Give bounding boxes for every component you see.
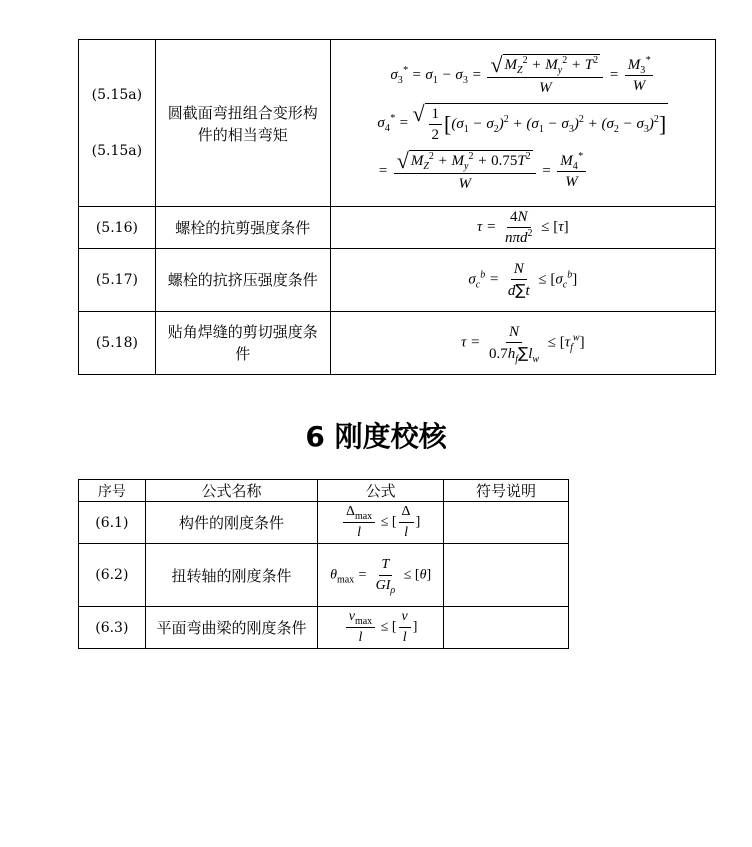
formula-id: (5.15a) [91,87,143,103]
formula-name-cell [155,40,330,207]
formula-sigma3: $\sigma_3^* = \sigma_1 - \sigma_3$ = √ $M_Z^2 + M_y^2 + T^2$ W = $\frac{M_3^*}{W}$ [390,54,655,97]
formula-name: 贴角焊缝的剪切强度条 [167,323,318,341]
coefficient: 0.75 [491,152,518,169]
formula-name: 件 [235,345,251,363]
formula-name: 构件的刚度条件 [145,502,318,544]
strength-formula-table [78,39,716,375]
formula-name-cell [155,312,330,375]
formula-name: 螺栓的抗剪强度条件 [155,207,330,249]
column-header: 序号 [79,480,146,502]
table-row [79,312,716,375]
formula-member-stiffness: $\frac{\Delta_{max}}{l}$ ≤ [ $\frac{\Delta}{l}$ ] [341,503,420,542]
formula-id: (5.16) [79,207,156,249]
formula-cell [330,249,715,312]
formula-id: (5.15a) [91,143,143,159]
formula-fillet-weld: τ = $\frac{N}{0.7h_f\sum l_w}$ ≤ $[\tau_f^w]$ [461,324,585,365]
fraction-numerator: 1 [429,105,443,125]
formula-cell [330,312,715,375]
formula-id: (6.3) [79,607,146,649]
table-row [79,544,569,607]
coefficient: 0.7 [489,346,508,362]
subscript-max: max [336,574,355,586]
table-row [79,40,716,207]
formula-bolt-bearing: $\sigma_c^b$ = $\frac{N}{d\sum t}$ ≤ $[\sigma_c^b]$ [468,261,578,299]
table-row [79,502,569,544]
section-heading: 6 刚度校核 [305,420,447,453]
stiffness-formula-table [78,479,569,649]
column-header: 公式 [318,480,444,502]
subscript-max: max [354,615,373,627]
fraction-denominator: 2 [431,126,440,143]
formula-name: 件的相当弯矩 [197,126,288,144]
symbol-description-cell [443,544,568,607]
formula-sigma4-cont: = √ $M_Z^2 + M_y^2 + 0.75T^2$ W = $\frac{M_4^*}{W}$ [378,150,588,193]
formula-id: (6.2) [79,544,146,607]
symbol-description-cell [443,502,568,544]
column-header: 符号说明 [443,480,568,502]
column-header: 公式名称 [145,480,318,502]
formula-cell [330,207,715,249]
formula-id: (5.18) [79,312,156,375]
subscript-max: max [354,510,373,522]
formula-cell [330,40,715,207]
table-header-row [79,480,569,502]
formula-id-cell [79,40,156,207]
formula-cell [318,544,444,607]
table-row [79,207,716,249]
formula-name: 螺栓的抗挤压强度条件 [155,249,330,312]
table-row [79,249,716,312]
table-row [79,607,569,649]
formula-sigma4: $\sigma_4^*$ = √ $\frac{1}{2}$ $[(\sigma_1 - \sigma_2)^2 + (\sigma_1 - \sigma_3)^2 + (\sigma_2 - \sigma_3)^2]$ [377,100,667,143]
formula-cell [318,607,444,649]
formula-torsion-stiffness: $\theta_{max}$ = $\frac{T}{GI_\rho}$ ≤ [θ] [330,556,432,596]
formula-id: (6.1) [79,502,146,544]
formula-beam-stiffness: $\frac{v_{max}}{l}$ ≤ [ $\frac{v}{l}$ ] [344,608,418,647]
formula-cell [318,502,444,544]
coefficient: 4 [510,209,518,225]
formula-id: (5.17) [79,249,156,312]
formula-bolt-shear: τ = $\frac{4N}{n\pi d^2}$ ≤ [τ] [477,209,569,246]
formula-name: 圆截面弯扭组合变形构 [167,104,318,122]
symbol-description-cell [443,607,568,649]
formula-name: 平面弯曲梁的刚度条件 [145,607,318,649]
formula-name: 扭转轴的刚度条件 [145,544,318,607]
